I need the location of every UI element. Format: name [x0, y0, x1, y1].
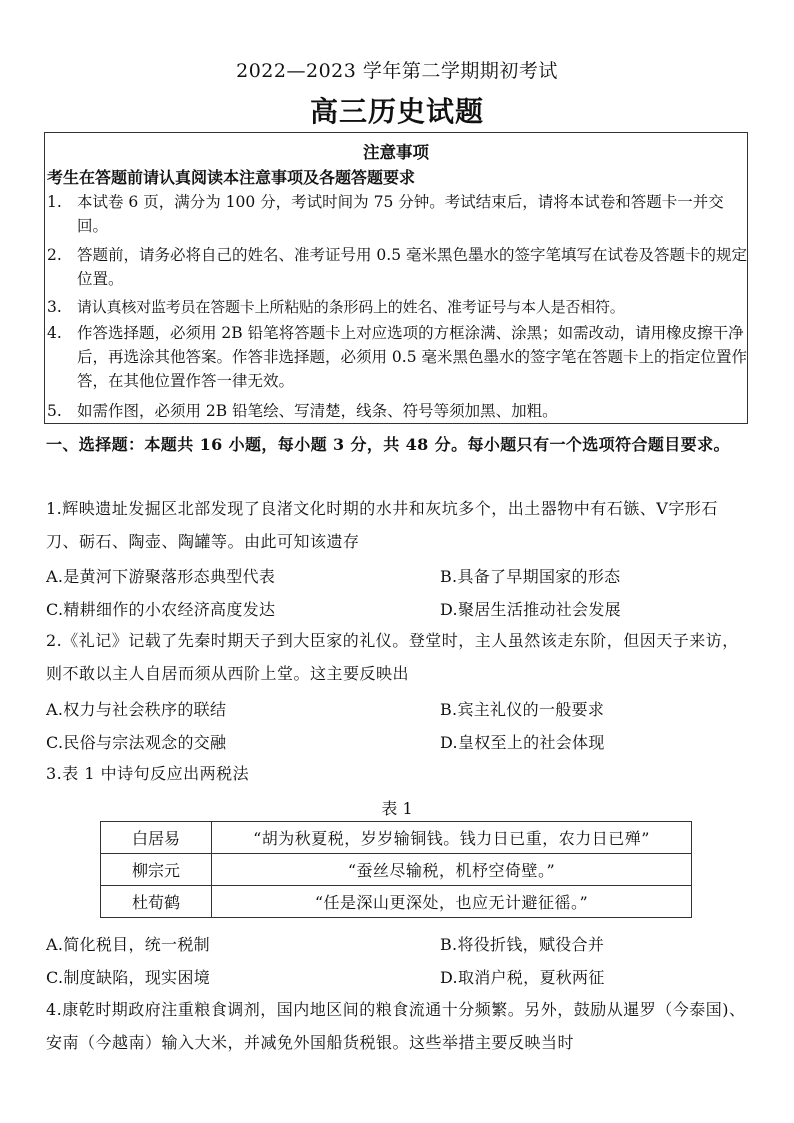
table-row	[101, 854, 692, 886]
table-caption: 表 1	[381, 799, 413, 818]
notice-item-text: 如需作图，必须用 2B 铅笔绘、写清楚，线条、符号等须加黑、加粗。	[77, 402, 558, 420]
question-1-option-c: C.精耕细作的小农经济高度发达	[46, 600, 276, 619]
notice-heading: 注意事项	[363, 143, 429, 162]
notice-item-text: 请认真核对监考员在答题卡上所粘贴的条形码上的姓名、准考证号与本人是否相符。	[77, 298, 625, 316]
subject-title: 高三历史试题	[309, 95, 484, 128]
question-3-option-a: A.简化税目，统一税制	[46, 935, 210, 954]
table-row	[101, 886, 692, 918]
question-2-option-a: A.权力与社会秩序的联结	[46, 700, 227, 719]
question-1-option-b: B.具备了早期国家的形态	[440, 567, 621, 586]
notice-item	[47, 399, 747, 423]
notice-item-text: 本试卷 6 页，满分为 100 分，考试时间为 75 分钟。考试结束后，请将本试卷和答题卡一并交回。	[77, 193, 724, 235]
exam-name: 2022—2023 学年第二学期期初考试	[236, 60, 558, 82]
notice-item-number: 3.	[47, 298, 62, 316]
notice-item-number: 4.	[47, 324, 62, 342]
table-row	[101, 822, 692, 854]
notice-item-number: 2.	[47, 246, 62, 264]
notice-item	[47, 190, 747, 238]
notice-box	[44, 132, 748, 424]
question-2-option-b: B.宾主礼仪的一般要求	[440, 700, 605, 719]
poem-cell: “蚕丝尽输税，机杼空倚壁。”	[212, 854, 692, 886]
notice-subheading: 考生在答题前请认真阅读本注意事项及各题答题要求	[47, 168, 416, 187]
question-3-option-c: C.制度缺陷，现实困境	[46, 968, 211, 987]
poem-cell: “胡为秋夏税，岁岁输铜钱。钱力日已重，农力日已殚”	[212, 822, 692, 854]
poet-cell: 白居易	[101, 822, 212, 854]
question-3-stem: 3.表 1 中诗句反应出两税法	[46, 764, 250, 783]
question-4-stem: 4.康乾时期政府注重粮食调剂，国内地区间的粮食流通十分频繁。另外，鼓励从暹罗（今泰国)、安南（今越南）输入大米，并减免外国船货税银。这些举措主要反映当时	[46, 1000, 746, 1052]
notice-item-number: 5.	[47, 402, 62, 420]
poet-cell: 柳宗元	[101, 854, 212, 886]
notice-item	[47, 243, 747, 291]
question-1-option-d: D.聚居生活推动社会发展	[440, 600, 621, 619]
notice-item-text: 答题前，请务必将自己的姓名、准考证号用 0.5 毫米黑色墨水的签字笔填写在试卷及答题卡的规定位置。	[77, 246, 748, 288]
question-2-option-c: C.民俗与宗法观念的交融	[46, 733, 227, 752]
question-3-option-b: B.将役折钱，赋役合并	[440, 935, 605, 954]
question-2-option-d: D.皇权至上的社会体现	[440, 733, 605, 752]
question-1-option-a: A.是黄河下游聚落形态典型代表	[46, 567, 276, 586]
question-2-stem: 2.《礼记》记载了先秦时期天子到大臣家的礼仪。登堂时，主人虽然该走东阶，但因天子来访，则不敢以主人自居而须从西阶上堂。这主要反映出	[46, 631, 739, 683]
poem-table	[100, 821, 692, 918]
poet-cell: 杜荀鹤	[101, 886, 212, 918]
notice-item-text: 作答选择题，必须用 2B 铅笔将答题卡上对应选项的方框涂满、涂黑；如需改动，请用橡皮擦干净后，再选涂其他答案。作答非选择题，必须用 0.5 毫米黑色墨水的签字笔在答题卡上的指定位置作答，在其他位置作答一律无效。	[77, 324, 748, 390]
notice-item-number: 1.	[47, 193, 62, 211]
notice-item	[47, 295, 747, 319]
notice-item	[47, 321, 747, 393]
question-1-stem: 1.辉映遗址发掘区北部发现了良渚文化时期的水井和灰坑多个，出土器物中有石镞、V字形石刀、砺石、陶壶、陶罐等。由此可知该遗存	[46, 499, 718, 551]
question-3-option-d: D.取消户税，夏秋两征	[440, 968, 605, 987]
section-heading: 一、选择题：本题共 16 小题，每小题 3 分，共 48 分。每小题只有一个选项符合题目要求。	[46, 435, 730, 454]
poem-cell: “任是深山更深处，也应无计避征徭。”	[212, 886, 692, 918]
